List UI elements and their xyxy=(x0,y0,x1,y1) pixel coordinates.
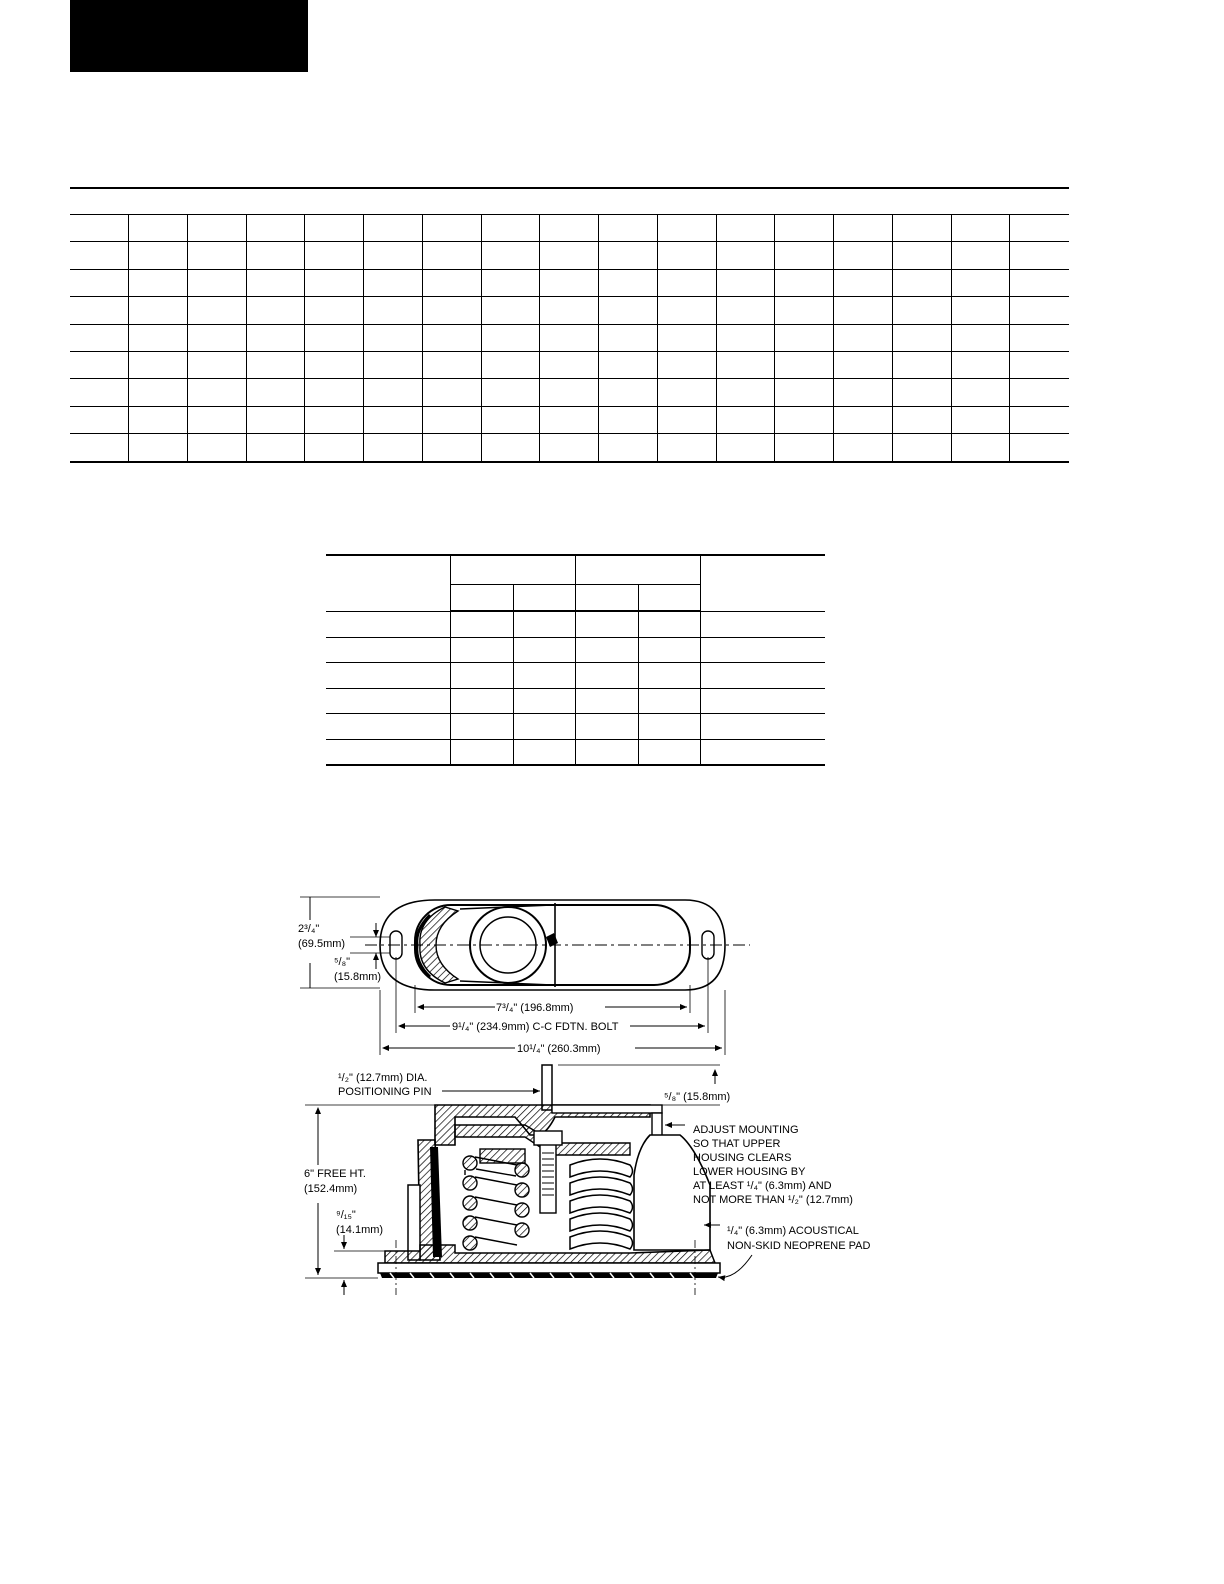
adjust-note-5: AT LEAST ¹/₄" (6.3mm) AND xyxy=(693,1180,832,1192)
pin-label-2: POSITIONING PIN xyxy=(338,1086,432,1098)
base-height-1: ⁹/₁₅" xyxy=(336,1209,356,1221)
adjust-note-1: ADJUST MOUNTING xyxy=(693,1124,799,1136)
top-view xyxy=(365,900,750,990)
pad-note-1: ¹/₄" (6.3mm) ACOUSTICAL xyxy=(727,1225,859,1237)
pin-height: ⁵/₈" (15.8mm) xyxy=(664,1091,731,1103)
adjust-note-4: LOWER HOUSING BY xyxy=(693,1166,806,1178)
pad-note-2: NON-SKID NEOPRENE PAD xyxy=(727,1240,871,1252)
adjust-note-6: NOT MORE THAN ¹/₂" (12.7mm) xyxy=(693,1194,853,1206)
table1-row xyxy=(70,351,1069,378)
table2-row xyxy=(326,637,825,663)
width-label: 2³/₄" xyxy=(298,923,320,935)
table1-row xyxy=(70,379,1069,406)
table2-row xyxy=(326,714,825,740)
adjust-note-3: HOUSING CLEARS xyxy=(693,1152,792,1164)
table1-row xyxy=(70,406,1069,433)
pin-label-1: ¹/₂" (12.7mm) DIA. xyxy=(338,1072,428,1084)
adjust-note-2: SO THAT UPPER xyxy=(693,1138,781,1150)
free-height-1: 6" FREE HT. xyxy=(304,1168,366,1180)
slot-label: ⁵/₈" xyxy=(334,956,351,968)
table2-row xyxy=(326,739,825,765)
table-2 xyxy=(326,555,825,766)
top-view-dimensions xyxy=(298,897,725,1055)
header-black-block xyxy=(70,0,308,72)
table-1 xyxy=(70,188,1069,463)
overall-length: 10¹/₄" (260.3mm) xyxy=(517,1043,601,1055)
table1-row xyxy=(70,215,1069,242)
table1-row xyxy=(70,269,1069,296)
table2-row xyxy=(326,611,825,637)
isolator-mount-drawing xyxy=(290,885,880,1300)
table2-row xyxy=(326,688,825,714)
table1-row xyxy=(70,434,1069,462)
free-height-2: (152.4mm) xyxy=(304,1183,358,1195)
base-height-2: (14.1mm) xyxy=(336,1224,384,1236)
table1-row xyxy=(70,297,1069,324)
table2-row xyxy=(326,663,825,689)
table1-row xyxy=(70,242,1069,269)
width-metric: (69.5mm) xyxy=(298,938,346,950)
table1-title-row xyxy=(70,188,1069,215)
table1-row xyxy=(70,324,1069,351)
housing-length: 7³/₄" (196.8mm) xyxy=(496,1002,574,1014)
slot-metric: (15.8mm) xyxy=(334,971,382,983)
table2-header-row xyxy=(326,555,825,585)
bolt-spacing: 9¹/₄" (234.9mm) C-C FDTN. BOLT xyxy=(452,1021,619,1033)
